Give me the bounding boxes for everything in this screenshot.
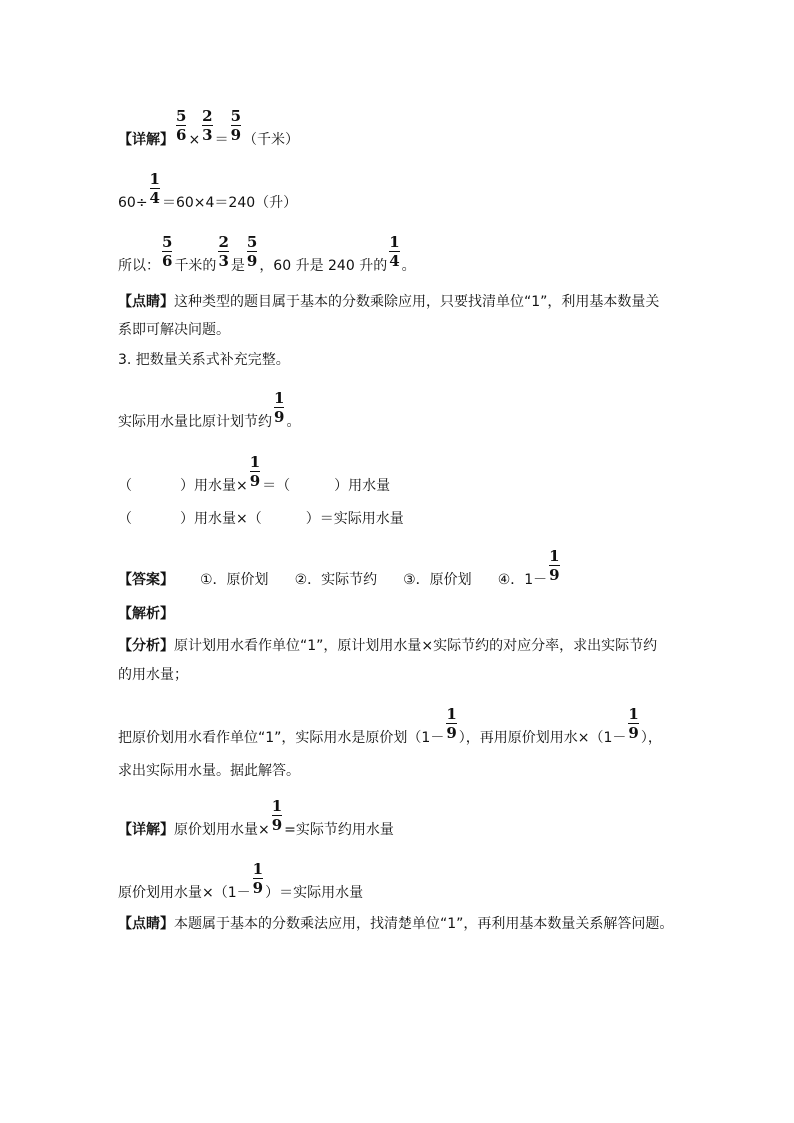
expression-text: ＝60×4＝240（升） <box>161 195 298 211</box>
text: 把原价划用水看作单位“1”，实际用水是原价划（1－ <box>118 730 445 746</box>
tip-text: 这种类型的题目属于基本的分数乘除应用，只要找清单位“1”，利用基本数量关 <box>174 294 660 310</box>
analysis-line-2 <box>118 625 738 685</box>
fraction: $\frac{5}{6}$ <box>162 233 173 270</box>
text: ）用水量× <box>180 478 248 494</box>
fraction: $\frac{1}{4}$ <box>389 233 400 270</box>
text: ＝（ <box>262 478 291 494</box>
tip-text: 系即可解决问题。 <box>118 322 230 338</box>
fraction: $\frac{1}{9}$ <box>274 389 285 426</box>
question-text: 3. 把数量关系式补充完整。 <box>118 352 290 368</box>
unit-text: （千米） <box>243 132 300 148</box>
text: =实际节约用水量 <box>284 822 394 838</box>
detail-line-2 <box>118 153 738 213</box>
tip-text: 本题属于基本的分数乘法应用，找清楚单位“1”，再利用基本数量关系解答问题。 <box>174 916 674 932</box>
blank-relation-2 <box>118 469 738 529</box>
question-heading <box>118 310 738 370</box>
tip-tag: 【点睛】 <box>118 916 174 932</box>
text: 实际用水量比原计划节约 <box>118 414 272 430</box>
text: 原价划用水量×（1－ <box>118 885 251 901</box>
fraction: $\frac{5}{9}$ <box>246 233 258 270</box>
fraction: $\frac{1}{9}$ <box>252 860 264 897</box>
answer-tag: 【答案】 <box>118 572 174 588</box>
text: 。 <box>286 414 301 430</box>
text: ）＝实际用水量 <box>305 511 404 527</box>
detail-tag: 【详解】 <box>118 822 174 838</box>
fraction: $\frac{1}{9}$ <box>549 547 560 584</box>
fraction: $\frac{5}{6}$ <box>176 107 187 144</box>
fraction: $\frac{2}{3}$ <box>202 107 213 144</box>
text: 千米的 <box>174 258 217 274</box>
equals-sign: ＝ <box>214 132 229 148</box>
answer-item: ①．原价划 <box>200 572 269 588</box>
expression-text: 60÷ <box>118 195 148 211</box>
text: 。 <box>401 258 416 274</box>
text: ，60 升是 240 升的 <box>259 258 388 274</box>
analysis-text: 的用水量； <box>118 667 188 683</box>
text: 原价划用水量× <box>174 822 270 838</box>
analysis-line-4 <box>118 721 738 781</box>
detail-tag: 【详解】 <box>118 132 174 148</box>
fraction: $\frac{1}{9}$ <box>446 705 457 742</box>
tip-line-3 <box>118 874 778 934</box>
analysis-text: 原计划用水看作单位“1”，原计划用水量×实际节约的对应分率，求出实际节约 <box>174 638 658 654</box>
fraction: $\frac{2}{3}$ <box>218 233 229 270</box>
answer-item: ③．原价划 <box>403 572 472 588</box>
text: ）＝实际用水量 <box>265 885 364 901</box>
times-sign: × <box>188 132 201 148</box>
answer-item: ④．1－ <box>497 572 548 588</box>
text: 是 <box>230 258 245 274</box>
detail-line-3 <box>118 780 738 840</box>
text: ）用水量 <box>334 478 391 494</box>
text: ），再用原价划用水×（1－ <box>458 730 627 746</box>
analysis-text: 求出实际用水量。据此解答。 <box>118 763 300 779</box>
text: （ <box>118 511 132 527</box>
analysis-tag: 【解析】 <box>118 606 174 622</box>
fraction: $\frac{1}{9}$ <box>628 705 639 742</box>
detail-line-1 <box>118 90 738 150</box>
fraction: $\frac{1}{4}$ <box>149 170 160 207</box>
fraction: $\frac{1}{9}$ <box>249 453 261 490</box>
text: ）用水量×（ <box>180 511 262 527</box>
analysis-subtag: 【分析】 <box>118 638 174 654</box>
text: ）， <box>640 730 662 746</box>
text: （ <box>118 478 132 494</box>
answer-item: ②．实际节约 <box>294 572 378 588</box>
text: 所以： <box>118 258 160 274</box>
fraction: $\frac{1}{9}$ <box>271 797 283 834</box>
tip-tag: 【点睛】 <box>118 294 174 310</box>
question-statement <box>118 372 738 432</box>
fraction: $\frac{5}{9}$ <box>230 107 242 144</box>
